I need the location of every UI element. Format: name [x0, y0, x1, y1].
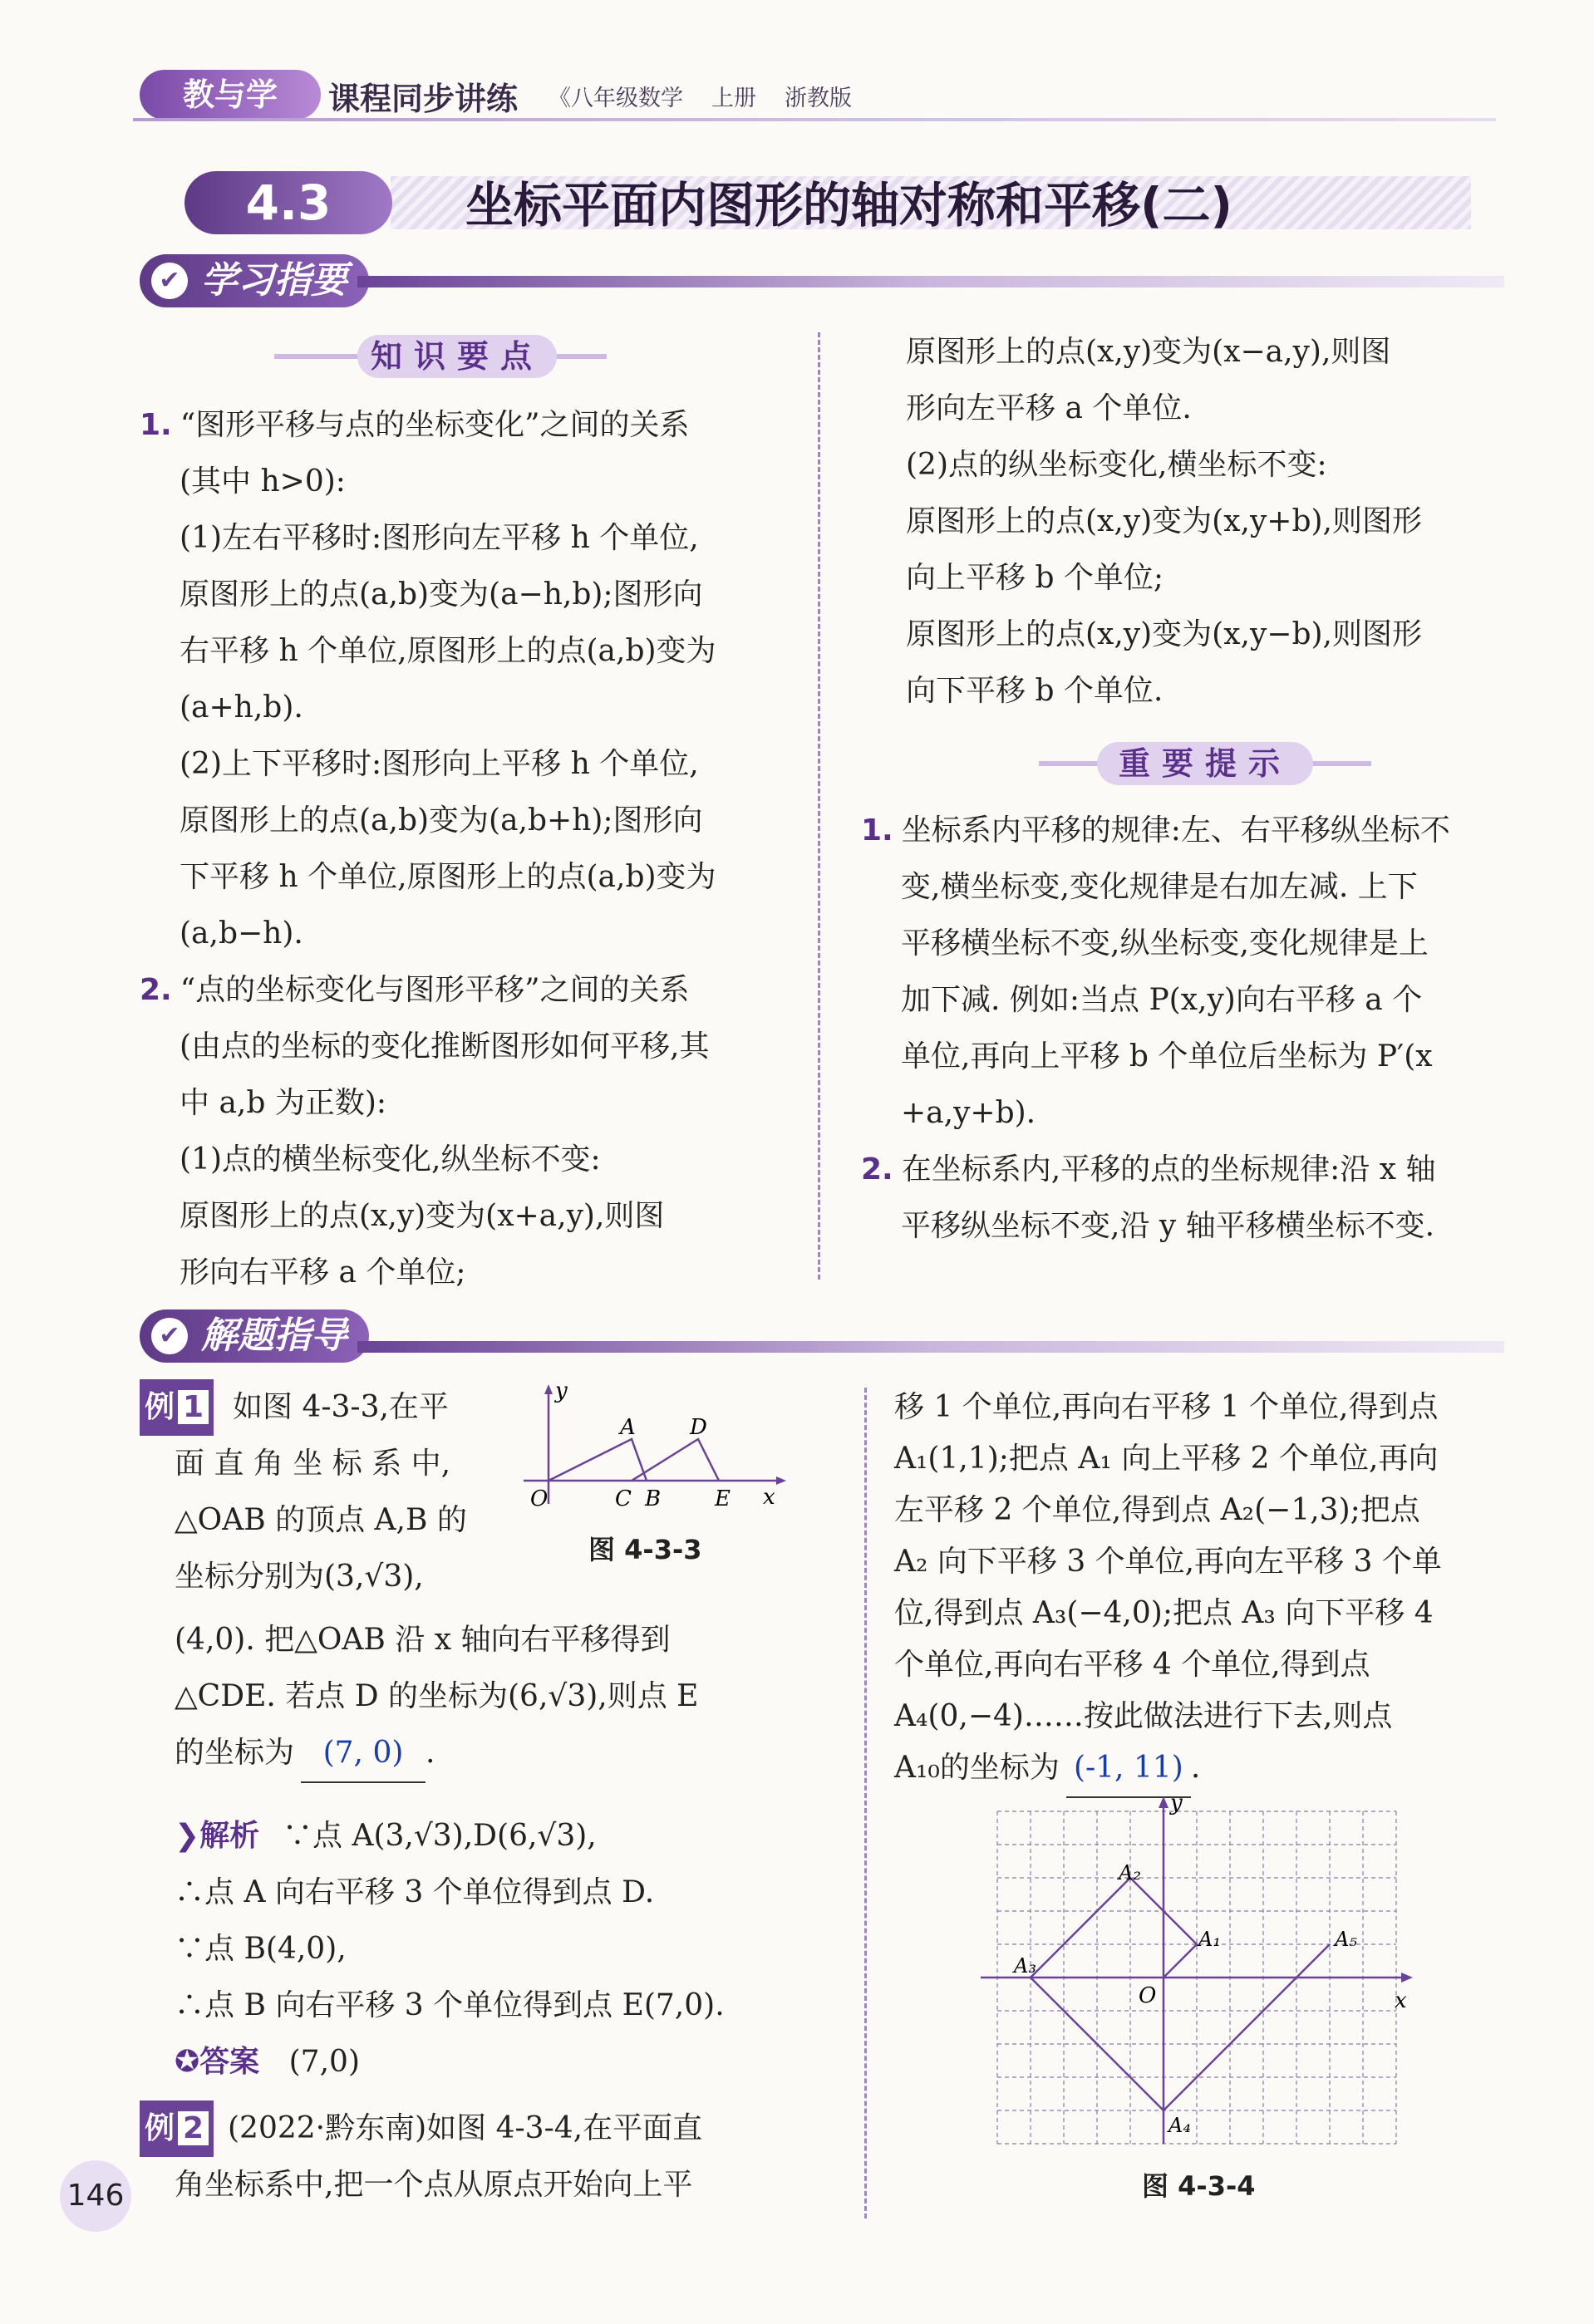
study-guide-heading: ✔ 学习指要 — [140, 254, 369, 307]
volume: 上册 — [711, 86, 756, 111]
solve-guide-heading: ✔ 解题指导 — [140, 1309, 369, 1363]
text-line: 移 1 个单位,再向右平移 1 个单位,得到点 — [894, 1390, 1439, 1424]
text-line: 原图形上的点(x,y)变为(x−a,y),则图 — [906, 335, 1391, 369]
text-line: 原图形上的点(x,y)变为(x,y+b),则图形 — [906, 504, 1423, 538]
text-line: 左平移 2 个单位,得到点 A₂(−1,3);把点 — [894, 1493, 1420, 1527]
text-line: ∵点 B(4,0), — [175, 1932, 347, 1966]
text-line: 中 a,b 为正数): — [180, 1086, 387, 1120]
book-meta — [549, 80, 880, 112]
text-line: 1. “图形平移与点的坐标变化”之间的关系 — [140, 408, 690, 442]
answer-blank: (7, 0) — [301, 1725, 426, 1783]
label-A5: A₅ — [1335, 1928, 1357, 1951]
text-line: 右平移 h 个单位,原图形上的点(a,b)变为 — [180, 634, 716, 668]
text-line: A₁₀的坐标为 (-1, 11) . — [894, 1740, 1200, 1798]
star-icon: ✪ — [175, 2045, 200, 2079]
triangle-OAB — [549, 1439, 647, 1481]
example-2-tag: 例 2 — [140, 2100, 214, 2157]
text-line: △CDE. 若点 D 的坐标为(6,√3),则点 E — [175, 1679, 699, 1713]
label-A2: A₂ — [1119, 1861, 1141, 1884]
text-line: 平移横坐标不变,纵坐标变,变化规律是上 — [901, 926, 1429, 961]
tips-title: 重要提示 — [1097, 742, 1313, 785]
label-x: x — [763, 1485, 775, 1510]
text-line: 形向左平移 a 个单位. — [906, 391, 1192, 425]
text-line: A₄(0,−4)……按此做法进行下去,则点 — [894, 1699, 1393, 1733]
text-line: (2022·黔东南)如图 4-3-4,在平面直 — [228, 2111, 703, 2145]
check-icon: ✔ — [151, 1318, 188, 1354]
analysis-icon: ❯ — [175, 1819, 200, 1853]
text-line: 形向右平移 a 个单位; — [180, 1255, 466, 1290]
series-title: 课程同步讲练 — [328, 81, 519, 117]
solve-guide-rule — [357, 1341, 1504, 1353]
text-line: 2. “点的坐标变化与图形平移”之间的关系 — [140, 973, 690, 1007]
text-line: 变,横坐标变,变化规律是右加左减. 上下 — [901, 870, 1418, 904]
label-A: A — [620, 1415, 636, 1440]
check-icon: ✔ — [151, 263, 188, 299]
analysis-label: ❯解析 — [175, 1819, 260, 1853]
text-line: ∵点 A(3,√3),D(6,√3), — [283, 1819, 597, 1853]
label-A3: A₃ — [1014, 1954, 1036, 1978]
text-line: 加下减. 例如:当点 P(x,y)向右平移 a 个 — [901, 983, 1423, 1017]
figure-4-3-3-caption: 图 4-3-3 — [588, 1534, 702, 1565]
knowledge-title: 知识要点 — [357, 335, 557, 378]
brand-logo: 教与学 — [140, 70, 321, 120]
text-line: 2. 在坐标系内,平移的点的坐标规律:沿 x 轴 — [861, 1152, 1436, 1187]
header-rule — [133, 118, 1496, 121]
text-line: 向上平移 b 个单位; — [906, 561, 1164, 595]
text-line: 向下平移 b 个单位. — [906, 674, 1164, 708]
text-line: A₁(1,1);把点 A₁ 向上平移 2 个单位,再向 — [894, 1442, 1439, 1476]
text-line: (其中 h>0): — [180, 464, 346, 499]
label-y: y — [555, 1379, 568, 1403]
text-line: 坐标分别为(3,√3), — [175, 1560, 424, 1594]
text-line: (由点的坐标的变化推断图形如何平移,其 — [180, 1029, 710, 1064]
edition: 浙教版 — [785, 86, 852, 111]
text-line: A₂ 向下平移 3 个单位,再向左平移 3 个单 — [894, 1545, 1442, 1579]
figure-4-3-3 — [515, 1379, 790, 1521]
example-1-tag: 例 1 — [140, 1379, 214, 1436]
grade: 《八年级数学 — [549, 86, 683, 111]
text-line: 原图形上的点(x,y)变为(x+a,y),则图 — [180, 1199, 665, 1233]
text-line: 原图形上的点(a,b)变为(a,b+h);图形向 — [180, 803, 703, 838]
text-line: (a+h,b). — [180, 690, 303, 725]
text-line: (1)左右平移时:图形向左平移 h 个单位, — [180, 521, 699, 555]
label-x: x — [1395, 1988, 1407, 2013]
text-line: 下平移 h 个单位,原图形上的点(a,b)变为 — [180, 860, 716, 894]
text-line: 原图形上的点(x,y)变为(x,y−b),则图形 — [906, 617, 1423, 651]
figure-4-3-4-caption: 图 4-3-4 — [1142, 2170, 1256, 2202]
text-line: 1. 坐标系内平移的规律:左、右平移纵坐标不 — [861, 813, 1450, 848]
text-line: (2)点的纵坐标变化,横坐标不变: — [906, 448, 1327, 482]
section-title: 坐标平面内图形的轴对称和平移(二) — [465, 177, 1233, 233]
text-line: (1)点的横坐标变化,纵坐标不变: — [180, 1142, 601, 1177]
label-O: O — [530, 1486, 549, 1511]
text-line: 平移纵坐标不变,沿 y 轴平移横坐标不变. — [901, 1209, 1435, 1243]
text-line: △OAB 的顶点 A,B 的 — [175, 1503, 467, 1537]
answer-row: ✪答案 (7,0) — [175, 2045, 360, 2079]
text-line: ∴点 A 向右平移 3 个单位得到点 D. — [175, 1875, 655, 1909]
figure-4-3-4 — [972, 1795, 1421, 2160]
label-A4: A₄ — [1168, 2114, 1191, 2137]
text-line: 原图形上的点(a,b)变为(a−h,b);图形向 — [180, 577, 703, 612]
text-line: +a,y+b). — [901, 1096, 1036, 1130]
text-line: (a,b−h). — [180, 916, 303, 951]
column-divider — [818, 332, 820, 1280]
section-number: 4.3 — [184, 171, 392, 234]
page-number: 146 — [60, 2160, 131, 2232]
label-B: B — [645, 1486, 662, 1511]
text-line: 位,得到点 A₃(−4,0);把点 A₃ 向下平移 4 — [894, 1596, 1434, 1630]
text-line: 如图 4-3-3,在平 — [233, 1390, 449, 1424]
text-line: (2)上下平移时:图形向上平移 h 个单位, — [180, 747, 699, 781]
label-D: D — [690, 1415, 707, 1440]
text-line: ∴点 B 向右平移 3 个单位得到点 E(7,0). — [175, 1988, 725, 2022]
text-line: 个单位,再向右平移 4 个单位,得到点 — [894, 1648, 1370, 1682]
label-y: y — [1170, 1795, 1183, 1815]
label-A1: A₁ — [1198, 1928, 1221, 1951]
text-line: (4,0). 把△OAB 沿 x 轴向右平移得到 — [175, 1623, 671, 1657]
label-E: E — [715, 1486, 731, 1511]
label-C: C — [615, 1486, 632, 1511]
study-guide-rule — [357, 276, 1504, 287]
label-O: O — [1139, 1983, 1157, 2008]
translation-path — [1031, 1878, 1330, 2110]
text-line: 单位,再向上平移 b 个单位后坐标为 P′(x — [901, 1039, 1433, 1074]
answer-blank: (-1, 11) — [1066, 1740, 1191, 1798]
text-line: 面 直 角 坐 标 系 中, — [175, 1447, 451, 1481]
text-line: 的坐标为 (7, 0) . — [175, 1725, 435, 1783]
text-line: 角坐标系中,把一个点从原点开始向上平 — [175, 2168, 693, 2202]
column-divider-2 — [864, 1388, 867, 2218]
